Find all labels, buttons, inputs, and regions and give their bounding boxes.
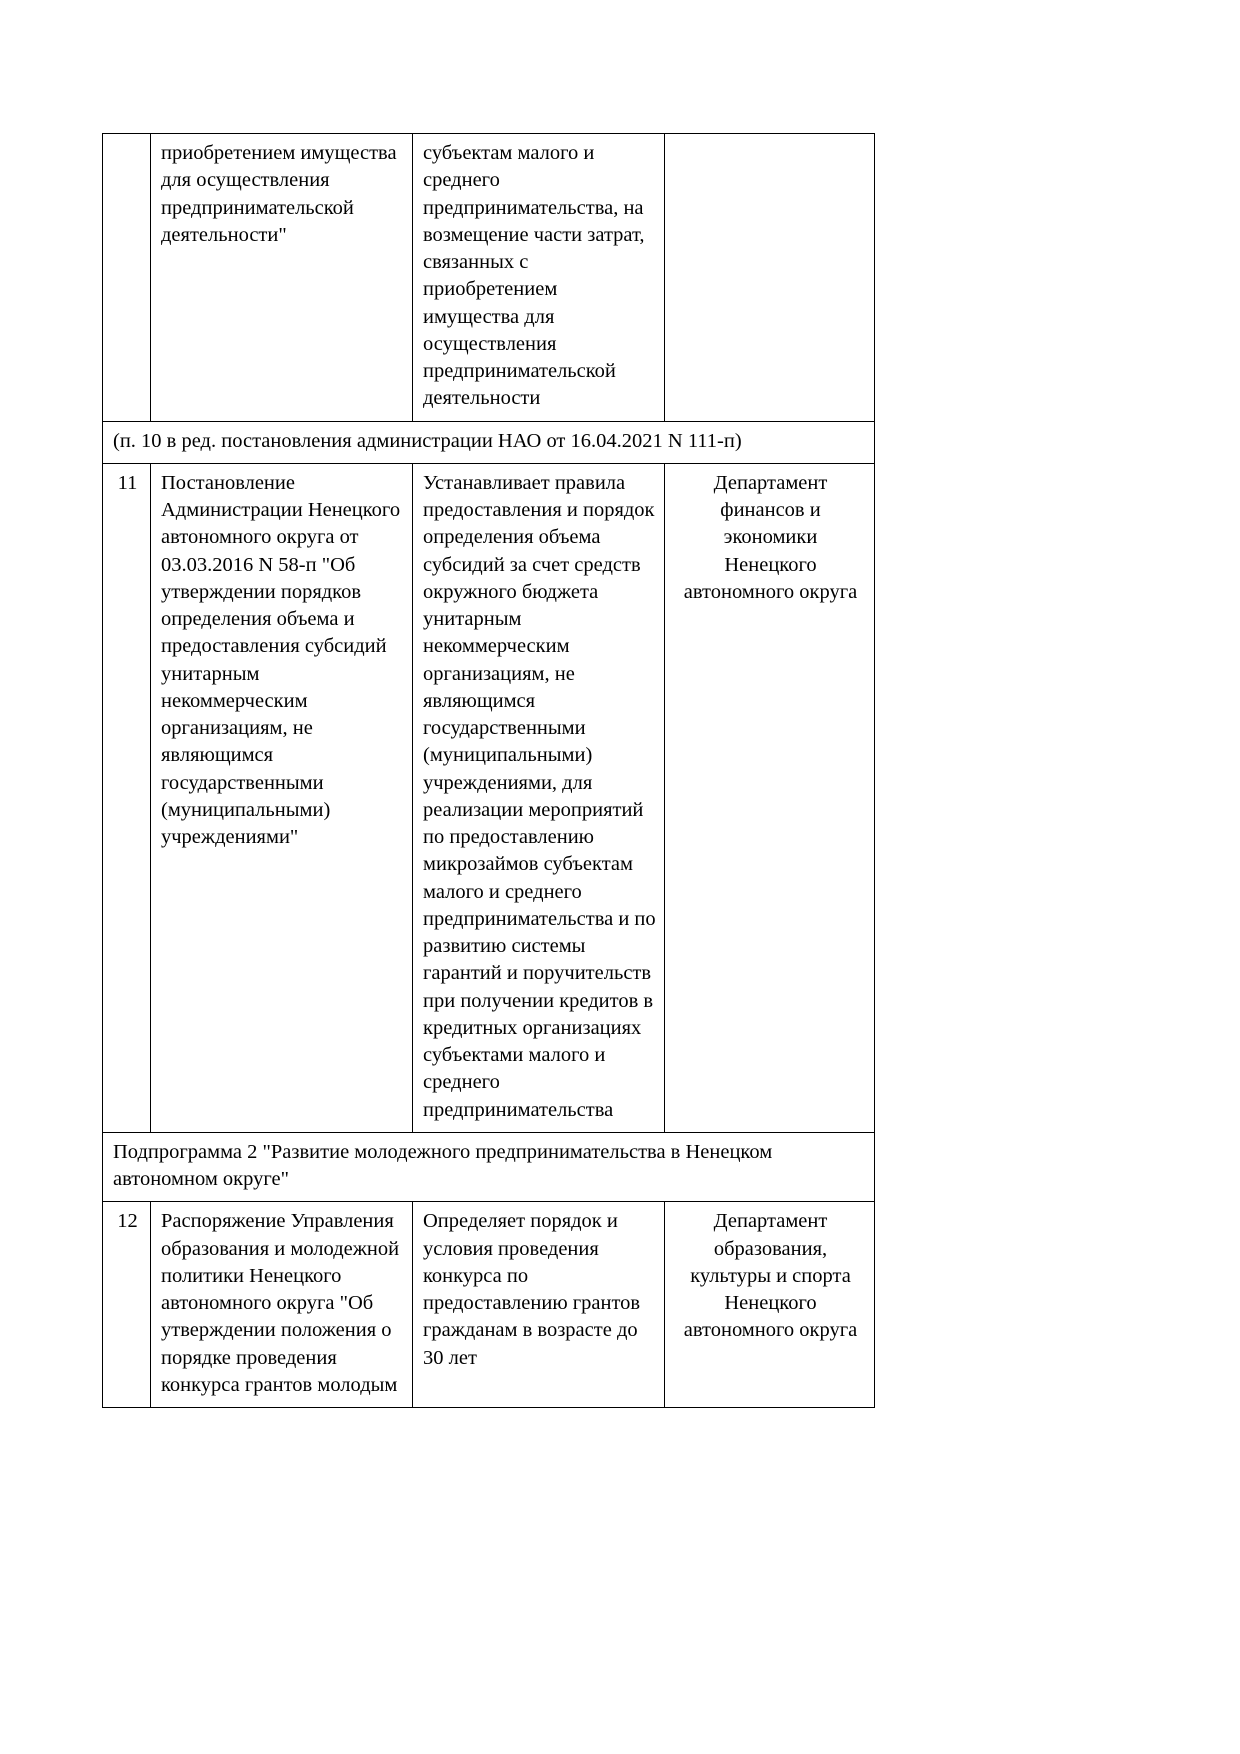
document-description-cell: Определяет порядок и условия проведения конкурса по предоставлению грантов гражданам в возрасте до 30 лет — [413, 1202, 665, 1408]
table-row — [103, 1202, 875, 1408]
amendment-note-text: (п. 10 в ред. постановления администрации НАО от 16.04.2021 N 111-п) — [103, 421, 875, 463]
regulations-table — [102, 133, 875, 1408]
amendment-note-row — [103, 421, 875, 463]
document-name-cell: Постановление Администрации Ненецкого автономного округа от 03.03.2016 N 58-п "Об утверждении порядков определения объема и предоставления субсидий унитарным некоммерческим организациям, не являющимся государственными (муниципальными) учреждениями" — [151, 463, 413, 1132]
document-description-cell: Устанавливает правила предоставления и порядок определения объема субсидий за счет средств окружного бюджета унитарным некоммерческим организациям, не являющимся государственными (муниципальными) учреждениями, для реализации мероприятий по предоставлению микрозаймов субъектам малого и среднего предпринимательства и по развитию системы гарантий и поручительств при получении кредитов в кредитных организациях субъектами малого и среднего предпринимательства — [413, 463, 665, 1132]
table-row — [103, 463, 875, 1132]
row-number-cell — [103, 134, 151, 422]
responsible-body-cell — [665, 134, 875, 422]
responsible-body-cell: Департамент финансов и экономики Ненецкого автономного округа — [665, 463, 875, 1132]
table-body — [103, 134, 875, 1408]
table-row — [103, 134, 875, 422]
document-description-cell: субъектам малого и среднего предпринимательства, на возмещение части затрат, связанных с приобретением имущества для осуществления предпринимательской деятельности — [413, 134, 665, 422]
responsible-body-cell: Департамент образования, культуры и спорта Ненецкого автономного округа — [665, 1202, 875, 1408]
row-number-cell: 12 — [103, 1202, 151, 1408]
subprogram-title: Подпрограмма 2 "Развитие молодежного предпринимательства в Ненецком автономном округе" — [103, 1132, 875, 1202]
document-name-cell: приобретением имущества для осуществления предпринимательской деятельности" — [151, 134, 413, 422]
document-name-cell: Распоряжение Управления образования и молодежной политики Ненецкого автономного округа "Об утверждении положения о порядке проведения конкурса грантов молодым — [151, 1202, 413, 1408]
subprogram-heading-row — [103, 1132, 875, 1202]
row-number-cell: 11 — [103, 463, 151, 1132]
